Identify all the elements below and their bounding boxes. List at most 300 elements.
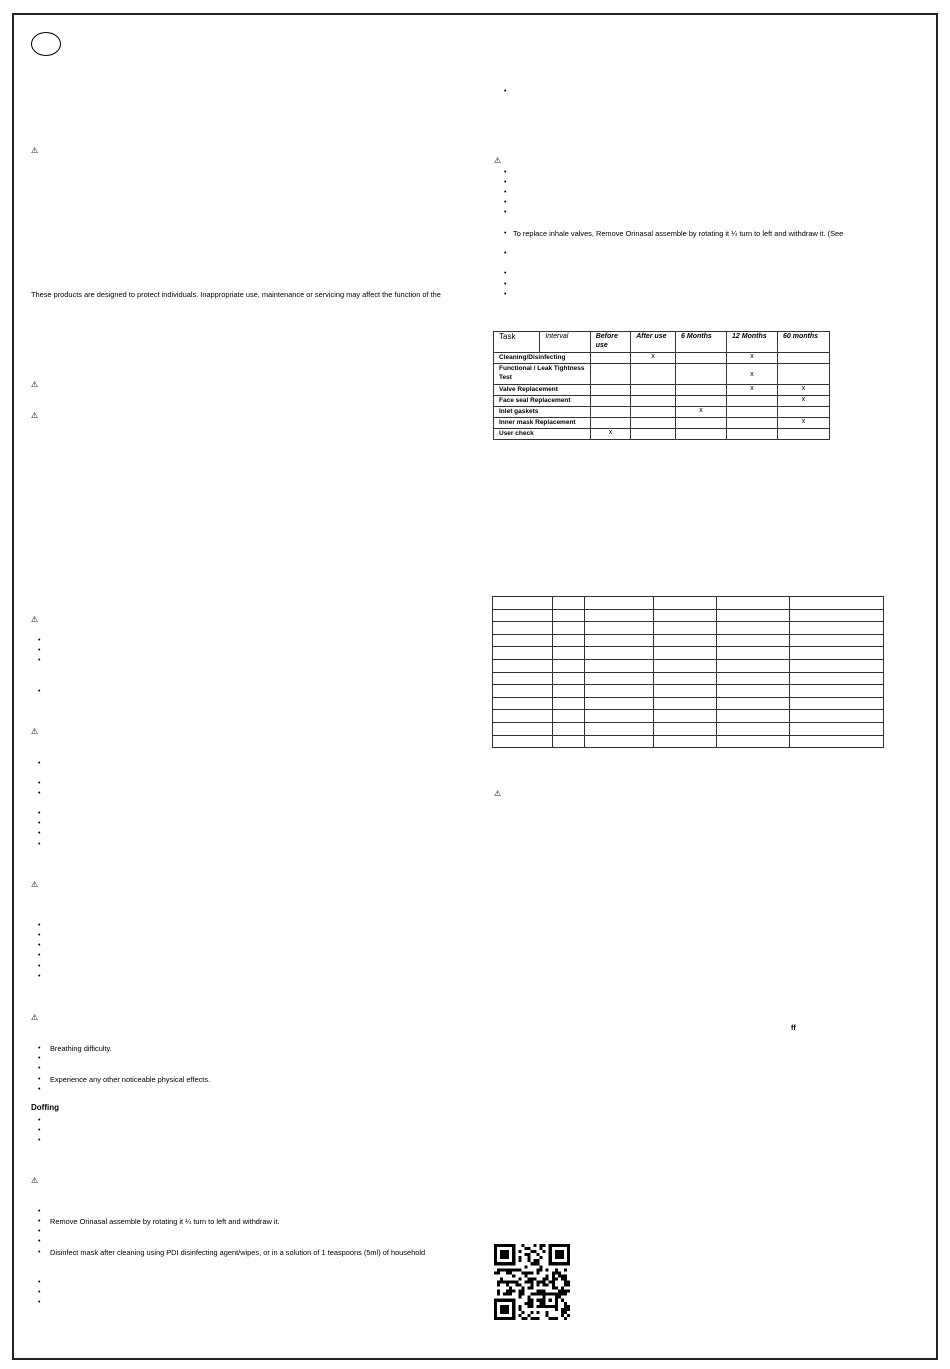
table-row — [493, 609, 884, 622]
qr-module — [518, 1277, 521, 1280]
table-cell — [654, 685, 716, 698]
qr-module — [518, 1259, 521, 1262]
qr-module — [530, 1293, 533, 1296]
bullet-point: • — [38, 1137, 41, 1144]
header-12-months: 12 Months — [727, 332, 778, 353]
table-cell — [585, 672, 654, 685]
table-cell — [493, 609, 553, 622]
bullet-point: • — [38, 1065, 41, 1072]
qr-module — [561, 1293, 564, 1296]
table-row — [493, 622, 884, 635]
warning-icon: ⚠ — [31, 880, 39, 889]
qr-module — [564, 1311, 567, 1314]
qr-module — [497, 1271, 500, 1274]
qr-module — [543, 1284, 546, 1287]
qr-module — [567, 1280, 570, 1283]
table-cell — [493, 622, 553, 635]
qr-module — [561, 1274, 564, 1277]
table-cell — [493, 735, 553, 748]
table-cell — [727, 396, 778, 407]
remove-orinasal-text: Remove Orinasal assemble by rotating it ¼ turn to left and withdraw it. — [50, 1217, 280, 1226]
bullet-point: • — [38, 942, 41, 949]
table-cell: x — [590, 429, 631, 440]
table-cell — [789, 647, 883, 660]
qr-module — [549, 1280, 552, 1283]
qr-module — [521, 1311, 524, 1314]
table-row — [493, 697, 884, 710]
table-row — [493, 647, 884, 660]
table-cell — [590, 418, 631, 429]
disinfect-text: Disinfect mask after cleaning using PDI disinfecting agent/wipes, or in a solution of 1 teaspoons (5ml) of household — [50, 1248, 426, 1257]
bullet-point: • — [38, 1076, 41, 1083]
qr-module — [543, 1277, 546, 1280]
qr-module — [497, 1293, 500, 1296]
qr-module — [530, 1250, 533, 1253]
qr-module — [552, 1287, 555, 1290]
qr-module — [527, 1280, 530, 1283]
table-cell — [590, 353, 631, 364]
qr-module — [534, 1259, 537, 1262]
table-row — [494, 418, 830, 429]
table-cell — [778, 353, 830, 364]
qr-module — [512, 1268, 515, 1271]
qr-module — [546, 1314, 549, 1317]
bullet-point: • — [504, 199, 507, 206]
qr-module — [534, 1250, 537, 1253]
qr-module — [555, 1271, 558, 1274]
bullet-point: • — [38, 1117, 41, 1124]
qr-module — [540, 1299, 543, 1302]
task-name: Cleaning/Disinfecting — [494, 353, 591, 364]
qr-module — [561, 1287, 564, 1290]
table-cell — [676, 429, 727, 440]
warning-icon: ⚠ — [31, 411, 39, 420]
table-cell — [676, 385, 727, 396]
table-cell — [493, 597, 553, 610]
table-cell — [676, 364, 727, 385]
table-cell — [631, 418, 676, 429]
qr-module — [527, 1247, 530, 1250]
qr-module — [500, 1305, 509, 1314]
qr-module — [509, 1268, 512, 1271]
bullet-point: • — [504, 88, 507, 95]
qr-module — [497, 1284, 500, 1287]
qr-module — [521, 1244, 524, 1247]
table-cell — [493, 685, 553, 698]
bullet-point: • — [38, 688, 41, 695]
qr-module — [540, 1256, 543, 1259]
qr-module — [527, 1302, 530, 1305]
bullet-point: • — [38, 760, 41, 767]
qr-module — [509, 1287, 512, 1290]
qr-module — [518, 1256, 521, 1259]
qr-module — [518, 1250, 521, 1253]
table-cell — [585, 697, 654, 710]
table-cell — [553, 647, 585, 660]
table-cell — [716, 672, 789, 685]
table-cell — [789, 659, 883, 672]
bullet-point: • — [504, 169, 507, 176]
table-cell — [585, 735, 654, 748]
qr-module — [509, 1271, 512, 1274]
qr-module — [564, 1293, 567, 1296]
qr-module — [506, 1271, 509, 1274]
qr-module — [527, 1277, 530, 1280]
warning-icon: ⚠ — [31, 1176, 39, 1185]
qr-module — [549, 1299, 552, 1302]
qr-module — [521, 1287, 524, 1290]
qr-module — [564, 1284, 567, 1287]
table-row — [494, 353, 830, 364]
qr-module — [527, 1305, 530, 1308]
table-cell — [493, 710, 553, 723]
header-interval: Interval — [540, 332, 590, 353]
empty-parts-table — [492, 596, 884, 748]
task-name: User check — [494, 429, 591, 440]
table-row — [494, 364, 830, 385]
qr-module — [521, 1290, 524, 1293]
bullet-point: • — [38, 1055, 41, 1062]
bullet-point: • — [38, 1045, 41, 1052]
table-cell — [553, 672, 585, 685]
qr-code-icon — [494, 1244, 570, 1320]
qr-module — [512, 1280, 515, 1283]
qr-module — [524, 1302, 527, 1305]
table-cell — [716, 710, 789, 723]
table-cell — [789, 735, 883, 748]
qr-module — [524, 1280, 527, 1283]
qr-module — [564, 1302, 567, 1305]
qr-module — [527, 1296, 530, 1299]
table-cell — [716, 659, 789, 672]
qr-module — [518, 1314, 521, 1317]
qr-module — [540, 1280, 543, 1283]
qr-module — [537, 1290, 540, 1293]
qr-module — [518, 1268, 521, 1271]
qr-module — [509, 1280, 512, 1283]
table-cell — [631, 364, 676, 385]
bullet-point: • — [38, 1208, 41, 1215]
qr-module — [555, 1268, 558, 1271]
stray-ligature-text: ff — [791, 1025, 796, 1032]
qr-module — [524, 1253, 527, 1256]
qr-module — [527, 1299, 530, 1302]
table-cell — [493, 697, 553, 710]
table-cell — [585, 647, 654, 660]
table-row — [493, 722, 884, 735]
table-cell — [493, 634, 553, 647]
qr-module — [537, 1259, 540, 1262]
table-cell — [654, 672, 716, 685]
qr-module — [540, 1244, 543, 1247]
qr-module — [537, 1305, 540, 1308]
language-circle-badge — [31, 32, 61, 56]
qr-module — [567, 1305, 570, 1308]
table-cell: x — [778, 385, 830, 396]
warning-icon: ⚠ — [494, 789, 502, 798]
header-before-use: Before use — [590, 332, 631, 353]
bullet-point: • — [38, 1238, 41, 1245]
qr-module — [543, 1280, 546, 1283]
bullet-point: • — [38, 810, 41, 817]
qr-module — [564, 1317, 567, 1320]
table-cell — [789, 597, 883, 610]
table-cell — [553, 659, 585, 672]
qr-module — [497, 1280, 500, 1283]
bullet-point: • — [504, 281, 507, 288]
bullet-point: • — [504, 270, 507, 277]
table-cell — [654, 735, 716, 748]
table-cell — [716, 685, 789, 698]
table-cell — [553, 685, 585, 698]
bullet-point: • — [38, 932, 41, 939]
table-cell — [654, 710, 716, 723]
qr-module — [567, 1290, 570, 1293]
qr-module — [515, 1268, 518, 1271]
bullet-point: • — [38, 1086, 41, 1093]
qr-module — [506, 1284, 509, 1287]
table-cell — [789, 722, 883, 735]
qr-module — [537, 1311, 540, 1314]
table-cell — [493, 672, 553, 685]
table-row — [493, 597, 884, 610]
table-row — [494, 385, 830, 396]
qr-module — [503, 1293, 506, 1296]
qr-module — [527, 1314, 530, 1317]
table-cell — [553, 722, 585, 735]
qr-module — [543, 1290, 546, 1293]
qr-module — [524, 1274, 527, 1277]
table-cell: x — [727, 353, 778, 364]
bullet-point: • — [38, 922, 41, 929]
table-cell — [553, 697, 585, 710]
table-cell — [778, 407, 830, 418]
qr-module — [530, 1317, 533, 1320]
qr-module — [555, 1277, 558, 1280]
bullet-point: • — [38, 1127, 41, 1134]
table-cell — [553, 710, 585, 723]
qr-module — [540, 1268, 543, 1271]
qr-module — [534, 1293, 537, 1296]
table-cell — [727, 418, 778, 429]
qr-module — [530, 1305, 533, 1308]
qr-module — [558, 1296, 561, 1299]
table-cell — [716, 722, 789, 735]
qr-module — [506, 1268, 509, 1271]
qr-module — [500, 1277, 503, 1280]
qr-module — [564, 1308, 567, 1311]
task-name: Inlet gaskets — [494, 407, 591, 418]
qr-module — [561, 1314, 564, 1317]
qr-module — [497, 1290, 500, 1293]
bullet-point: • — [38, 637, 41, 644]
qr-module — [540, 1247, 543, 1250]
qr-module — [527, 1253, 530, 1256]
table-cell — [585, 622, 654, 635]
qr-module — [567, 1308, 570, 1311]
table-cell — [789, 622, 883, 635]
table-cell — [585, 710, 654, 723]
header-6-months: 6 Months — [676, 332, 727, 353]
qr-module — [546, 1284, 549, 1287]
qr-module — [564, 1290, 567, 1293]
qr-module — [494, 1271, 497, 1274]
table-cell — [553, 634, 585, 647]
qr-module — [518, 1305, 521, 1308]
table-cell — [631, 407, 676, 418]
qr-module — [555, 1317, 558, 1320]
table-cell — [631, 396, 676, 407]
qr-module — [503, 1280, 506, 1283]
qr-module — [555, 1250, 564, 1259]
qr-module — [555, 1308, 558, 1311]
qr-module — [537, 1262, 540, 1265]
table-cell — [585, 685, 654, 698]
table-cell — [590, 364, 631, 385]
warning-icon: ⚠ — [31, 146, 39, 155]
table-cell — [789, 697, 883, 710]
bullet-point: • — [504, 250, 507, 257]
qr-module — [537, 1271, 540, 1274]
qr-module — [521, 1293, 524, 1296]
qr-module — [561, 1277, 564, 1280]
table-cell — [493, 647, 553, 660]
qr-module — [527, 1256, 530, 1259]
qr-module — [530, 1271, 533, 1274]
qr-module — [527, 1271, 530, 1274]
qr-module — [500, 1268, 503, 1271]
qr-module — [564, 1268, 567, 1271]
qr-module — [518, 1290, 521, 1293]
table-cell: x — [676, 407, 727, 418]
qr-module — [503, 1268, 506, 1271]
bullet-point: • — [38, 830, 41, 837]
table-cell — [585, 659, 654, 672]
bullet-point: • — [38, 1299, 41, 1306]
table-cell — [654, 622, 716, 635]
qr-module — [552, 1280, 555, 1283]
table-cell: x — [727, 385, 778, 396]
qr-module — [564, 1274, 567, 1277]
qr-module — [537, 1253, 540, 1256]
qr-module — [530, 1284, 533, 1287]
bullet-point: • — [38, 1279, 41, 1286]
task-name: Face seal Replacement — [494, 396, 591, 407]
qr-module — [537, 1280, 540, 1283]
table-cell — [654, 597, 716, 610]
qr-module — [497, 1268, 500, 1271]
qr-module — [500, 1280, 503, 1283]
qr-module — [500, 1250, 509, 1259]
physical-effects-text: Experience any other noticeable physical effects. — [50, 1075, 211, 1084]
table-cell: x — [727, 364, 778, 385]
qr-module — [555, 1287, 558, 1290]
qr-module — [509, 1293, 512, 1296]
table-cell — [727, 407, 778, 418]
qr-module — [537, 1284, 540, 1287]
qr-module — [543, 1244, 546, 1247]
table-cell — [676, 353, 727, 364]
table-cell — [789, 685, 883, 698]
qr-module — [515, 1284, 518, 1287]
table-cell — [553, 597, 585, 610]
table-cell — [789, 710, 883, 723]
qr-module — [564, 1280, 567, 1283]
task-name: Valve Replacement — [494, 385, 591, 396]
qr-module — [564, 1277, 567, 1280]
table-cell — [493, 722, 553, 735]
qr-module — [561, 1308, 564, 1311]
qr-module — [530, 1280, 533, 1283]
table-row — [494, 407, 830, 418]
qr-module — [552, 1271, 555, 1274]
qr-module — [518, 1296, 521, 1299]
qr-module — [524, 1247, 527, 1250]
table-cell — [654, 647, 716, 660]
qr-module — [521, 1271, 524, 1274]
bullet-point: • — [38, 1228, 41, 1235]
qr-module — [521, 1317, 524, 1320]
qr-module — [549, 1317, 552, 1320]
qr-module — [530, 1262, 533, 1265]
qr-module — [530, 1302, 533, 1305]
qr-module — [567, 1284, 570, 1287]
bullet-point: • — [38, 952, 41, 959]
table-cell — [778, 364, 830, 385]
qr-module — [524, 1317, 527, 1320]
qr-module — [537, 1317, 540, 1320]
doffing-heading: Doffing — [31, 1103, 59, 1112]
table-cell — [716, 647, 789, 660]
header-after-use: After use — [631, 332, 676, 353]
warning-icon: ⚠ — [31, 615, 39, 624]
qr-module — [506, 1280, 509, 1283]
warning-icon: ⚠ — [31, 1013, 39, 1022]
qr-module — [509, 1290, 512, 1293]
bullet-point: • — [38, 780, 41, 787]
table-cell — [676, 396, 727, 407]
maintenance-table — [493, 331, 830, 440]
qr-module — [540, 1293, 543, 1296]
qr-module — [546, 1268, 549, 1271]
qr-module — [530, 1299, 533, 1302]
bullet-point: • — [504, 179, 507, 186]
header-task: Task — [494, 332, 540, 353]
table-row — [494, 429, 830, 440]
bullet-point: • — [504, 209, 507, 216]
table-cell — [631, 385, 676, 396]
qr-module — [518, 1308, 521, 1311]
table-cell — [716, 735, 789, 748]
qr-module — [537, 1293, 540, 1296]
qr-module — [530, 1311, 533, 1314]
table-cell — [716, 609, 789, 622]
qr-module — [518, 1284, 521, 1287]
qr-module — [506, 1290, 509, 1293]
qr-module — [537, 1268, 540, 1271]
qr-module — [534, 1244, 537, 1247]
qr-module — [558, 1274, 561, 1277]
table-cell — [716, 634, 789, 647]
qr-module — [534, 1317, 537, 1320]
warning-icon: ⚠ — [494, 156, 502, 165]
qr-module — [515, 1280, 518, 1283]
header-60-months: 60 months — [778, 332, 830, 353]
table-cell: x — [778, 418, 830, 429]
table-cell — [778, 429, 830, 440]
table-cell — [553, 609, 585, 622]
table-row — [493, 735, 884, 748]
